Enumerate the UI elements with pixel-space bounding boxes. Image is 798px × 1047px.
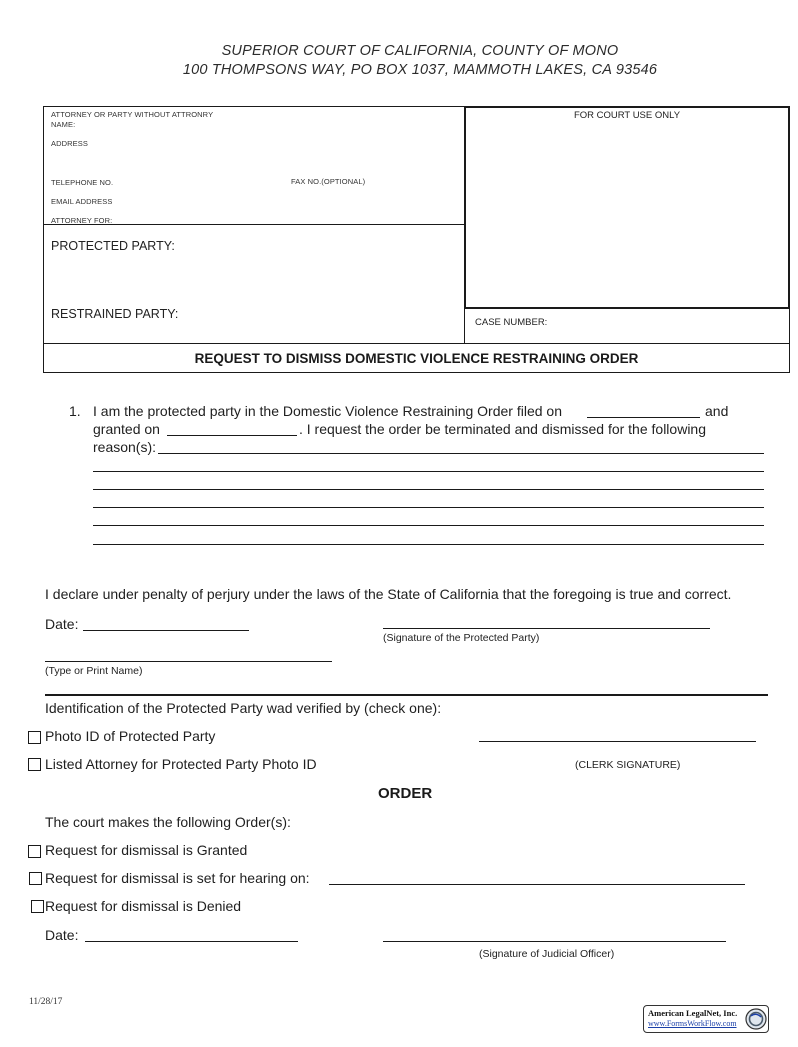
form-date-code: 11/28/17 bbox=[29, 997, 63, 1007]
signature-caption: (Signature of the Protected Party) bbox=[383, 632, 540, 644]
granted-date-line[interactable] bbox=[167, 435, 297, 436]
hearing-label: Request for dismissal is set for hearing on: bbox=[45, 870, 310, 886]
attorney-label: ATTORNEY OR PARTY WITHOUT ATTRONRY bbox=[51, 110, 214, 119]
reason-line[interactable] bbox=[93, 489, 764, 490]
reason-line[interactable] bbox=[158, 453, 764, 454]
clerk-signature-line[interactable] bbox=[479, 741, 756, 742]
reason-line[interactable] bbox=[93, 544, 764, 545]
print-name-line[interactable] bbox=[45, 661, 332, 662]
section-divider bbox=[45, 694, 768, 696]
item-number: 1. bbox=[69, 403, 81, 419]
order-date-label: Date: bbox=[45, 927, 79, 943]
telephone-label: TELEPHONE NO. bbox=[51, 178, 114, 187]
case-number-label: CASE NUMBER: bbox=[475, 317, 548, 328]
declaration-text: I declare under penalty of perjury under the laws of the State of California that the foregoing is true and correct. bbox=[45, 586, 732, 602]
fax-label: FAX NO.(OPTIONAL) bbox=[291, 177, 366, 186]
publisher-name: American LegalNet, Inc. bbox=[648, 1008, 738, 1018]
reason-line[interactable] bbox=[93, 507, 764, 508]
reason-line[interactable] bbox=[93, 471, 764, 472]
address-label: ADDRESS bbox=[51, 139, 88, 148]
protected-party-label: PROTECTED PARTY: bbox=[51, 239, 175, 253]
judicial-signature-caption: (Signature of Judicial Officer) bbox=[479, 948, 615, 960]
item1-line2: . I request the order be terminated and dismissed for the following bbox=[299, 421, 706, 437]
print-name-caption: (Type or Print Name) bbox=[45, 665, 143, 677]
publisher-url[interactable]: www.FormsWorkFlow.com bbox=[648, 1019, 737, 1028]
reason-line[interactable] bbox=[93, 525, 764, 526]
attorney-photo-id-label: Listed Attorney for Protected Party Photo ID bbox=[45, 756, 317, 772]
hearing-date-line[interactable] bbox=[329, 884, 745, 885]
item1-line1: I am the protected party in the Domestic Violence Restraining Order filed on bbox=[93, 403, 562, 419]
form-title: REQUEST TO DISMISS DOMESTIC VIOLENCE RESTRAINING ORDER bbox=[43, 343, 790, 373]
item1-and: and bbox=[705, 403, 729, 419]
order-intro: The court makes the following Order(s): bbox=[45, 814, 291, 830]
court-address: 100 THOMPSONS WAY, PO BOX 1037, MAMMOTH LAKES, CA 93546 bbox=[182, 62, 658, 78]
reasons-label: reason(s): bbox=[93, 439, 157, 455]
order-date-line[interactable] bbox=[85, 941, 298, 942]
globe-icon bbox=[745, 1008, 767, 1030]
granted-checkbox[interactable] bbox=[28, 845, 41, 858]
attorney-photo-id-checkbox[interactable] bbox=[28, 758, 41, 771]
denied-label: Request for dismissal is Denied bbox=[45, 898, 242, 914]
name-label: NAME: bbox=[51, 120, 76, 129]
identification-heading: Identification of the Protected Party wad verified by (check one): bbox=[45, 700, 442, 716]
declaration-date-line[interactable] bbox=[83, 630, 249, 631]
court-name: SUPERIOR COURT OF CALIFORNIA, COUNTY OF MONO bbox=[221, 43, 619, 59]
granted-label: Request for dismissal is Granted bbox=[45, 842, 248, 858]
photo-id-label: Photo ID of Protected Party bbox=[45, 728, 216, 744]
judicial-signature-line[interactable] bbox=[383, 941, 726, 942]
restrained-party-label: RESTRAINED PARTY: bbox=[51, 307, 179, 321]
photo-id-checkbox[interactable] bbox=[28, 731, 41, 744]
email-label: EMAIL ADDRESS bbox=[51, 197, 113, 206]
protected-party-signature-line[interactable] bbox=[383, 628, 710, 629]
denied-checkbox[interactable] bbox=[31, 900, 44, 913]
hearing-checkbox[interactable] bbox=[29, 872, 42, 885]
clerk-signature-caption: (CLERK SIGNATURE) bbox=[575, 759, 681, 771]
order-heading: ORDER bbox=[378, 785, 433, 802]
declaration-date-label: Date: bbox=[45, 616, 79, 632]
item1-granted-label: granted on bbox=[93, 421, 160, 437]
filed-date-line[interactable] bbox=[587, 417, 700, 418]
attorney-for-label: ATTORNEY FOR: bbox=[51, 216, 113, 225]
court-use-label: FOR COURT USE ONLY bbox=[573, 110, 681, 121]
